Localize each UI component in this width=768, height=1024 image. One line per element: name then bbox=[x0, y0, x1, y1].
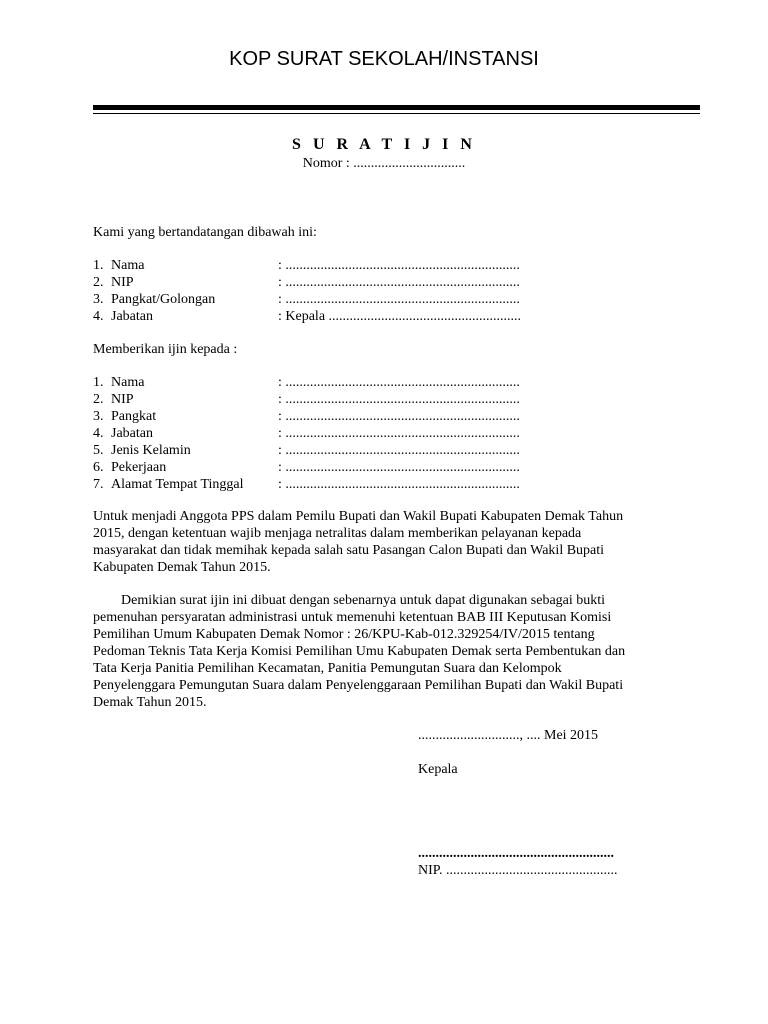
paragraph-line: Demak Tahun 2015. bbox=[93, 695, 207, 710]
field-value: : ................................................................... bbox=[278, 375, 520, 390]
field-value: : ................................................................... bbox=[278, 292, 520, 307]
grantee-fields bbox=[93, 374, 613, 493]
purpose-paragraph bbox=[93, 508, 713, 576]
field-label: Jabatan bbox=[111, 309, 153, 324]
signer-fields bbox=[93, 257, 613, 325]
field-value: : ................................................................... bbox=[278, 460, 520, 475]
field-value: : ................................................................... bbox=[278, 409, 520, 424]
field-label: Pangkat bbox=[111, 409, 157, 424]
field-number: 7. bbox=[93, 477, 104, 492]
field-number: 4. bbox=[93, 426, 104, 441]
field-row bbox=[93, 374, 613, 391]
letterhead-title: KOP SURAT SEKOLAH/INSTANSI bbox=[229, 48, 539, 70]
signature-name-line: ........................................................ bbox=[418, 846, 614, 861]
document-title: S U R A T I J I N bbox=[292, 136, 476, 153]
field-number: 5. bbox=[93, 443, 104, 458]
field-value: : ................................................................... bbox=[278, 392, 520, 407]
field-value: : ................................................................... bbox=[278, 426, 520, 441]
field-label: NIP bbox=[111, 275, 134, 290]
paragraph-line: Untuk menjadi Anggota PPS dalam Pemilu Bupati dan Wakil Bupati Kabupaten Demak Tahun bbox=[93, 509, 624, 524]
document-number: Nomor : ................................ bbox=[302, 156, 466, 171]
grant-intro-text: Memberikan ijin kepada : bbox=[93, 342, 238, 357]
field-value: : Kepala ....................................................... bbox=[278, 309, 522, 324]
signature-position: Kepala bbox=[418, 762, 458, 777]
field-row bbox=[93, 291, 613, 308]
field-row bbox=[93, 425, 613, 442]
field-value: : ................................................................... bbox=[278, 477, 520, 492]
closing-paragraph bbox=[93, 592, 713, 711]
field-number: 2. bbox=[93, 392, 104, 407]
field-number: 4. bbox=[93, 309, 104, 324]
paragraph-line: Tata Kerja Panitia Pemilihan Kecamatan, Panitia Pemungutan Suara dan Kelompok bbox=[93, 661, 562, 676]
letterhead-rule-thick bbox=[93, 105, 700, 110]
field-label: Pekerjaan bbox=[111, 460, 167, 475]
field-number: 3. bbox=[93, 292, 104, 307]
paragraph-line: Demikian surat ijin ini dibuat dengan sebenarnya untuk dapat digunakan sebagai bukti bbox=[121, 593, 606, 608]
field-number: 6. bbox=[93, 460, 104, 475]
paragraph-line: Penyelenggara Pemungutan Suara dalam Penyelenggaraan Pemilihan Bupati dan Wakil Bupati bbox=[93, 678, 624, 693]
paragraph-line: Pedoman Teknis Tata Kerja Komisi Pemilihan Umu Kabupaten Demak serta Pembentukan dan bbox=[93, 644, 626, 659]
field-row bbox=[93, 391, 613, 408]
signature-place-date: ............................., .... Mei 2015 bbox=[418, 728, 599, 743]
field-label: Nama bbox=[111, 258, 145, 273]
letterhead-rule-thin bbox=[93, 113, 700, 114]
paragraph-line: 2015, dengan ketentuan wajib menjaga netralitas dalam memberikan pelayanan kepada bbox=[93, 526, 582, 541]
field-row bbox=[93, 442, 613, 459]
field-row bbox=[93, 257, 613, 274]
field-label: Alamat Tempat Tinggal bbox=[111, 477, 244, 492]
field-label: NIP bbox=[111, 392, 134, 407]
field-value: : ................................................................... bbox=[278, 258, 520, 273]
field-label: Pangkat/Golongan bbox=[111, 292, 216, 307]
field-number: 2. bbox=[93, 275, 104, 290]
field-row bbox=[93, 459, 613, 476]
field-label: Nama bbox=[111, 375, 145, 390]
paragraph-line: masyarakat dan tidak memihak kepada salah satu Pasangan Calon Bupati dan Wakil Bupati bbox=[93, 543, 605, 558]
field-value: : ................................................................... bbox=[278, 443, 520, 458]
intro-text: Kami yang bertandatangan dibawah ini: bbox=[93, 225, 317, 240]
signature-nip-line: NIP. ................................................. bbox=[418, 863, 618, 878]
paragraph-line: Pemilihan Umum Kabupaten Demak Nomor : 26/KPU-Kab-012.329254/IV/2015 tentang bbox=[93, 627, 595, 642]
field-label: Jenis Kelamin bbox=[111, 443, 191, 458]
field-number: 1. bbox=[93, 375, 104, 390]
field-number: 1. bbox=[93, 258, 104, 273]
field-number: 3. bbox=[93, 409, 104, 424]
field-label: Jabatan bbox=[111, 426, 153, 441]
field-row bbox=[93, 476, 613, 493]
field-row bbox=[93, 408, 613, 425]
field-row bbox=[93, 308, 613, 325]
paragraph-line: pemenuhan persyaratan administrasi untuk memenuhi ketentuan BAB III Keputusan Komisi bbox=[93, 610, 612, 625]
field-row bbox=[93, 274, 613, 291]
paragraph-line: Kabupaten Demak Tahun 2015. bbox=[93, 560, 271, 575]
field-value: : ................................................................... bbox=[278, 275, 520, 290]
